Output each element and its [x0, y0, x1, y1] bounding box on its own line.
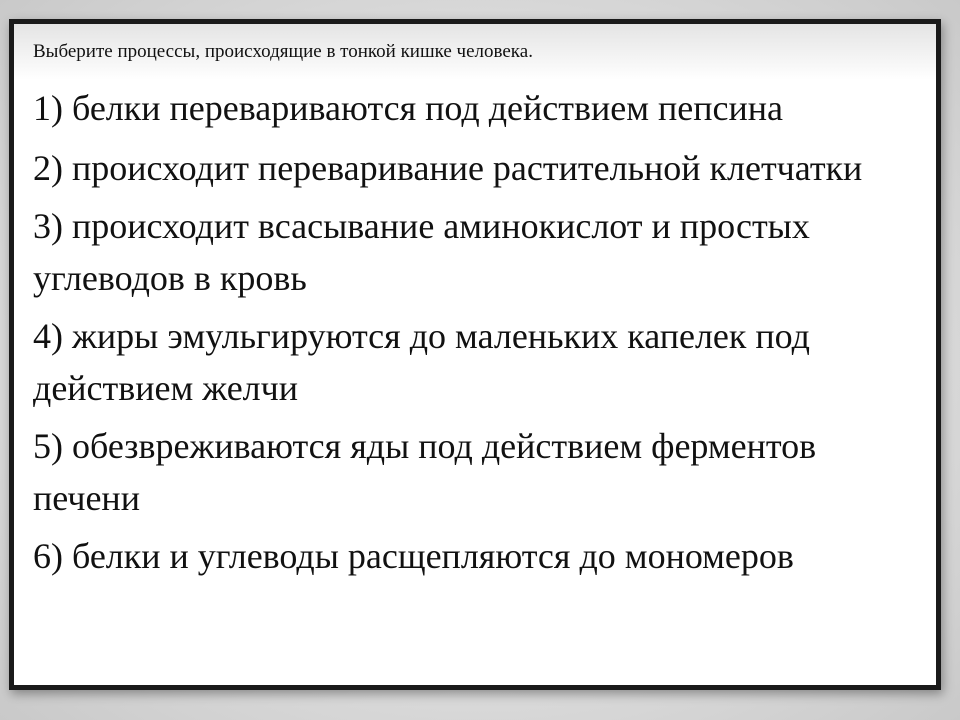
answer-options-list [33, 82, 923, 588]
answer-option-3: 3) происходит всасывание аминокислот и простых углеводов в кровь [33, 206, 810, 298]
answer-option-1: 1) белки перевариваются под действием пепсина [33, 88, 783, 128]
answer-option-2: 2) происходит переваривание растительной клетчатки [33, 148, 863, 188]
question-card [9, 19, 941, 690]
answer-option-4: 4) жиры эмульгируются до маленьких капелек под действием желчи [33, 316, 810, 408]
question-text: Выберите процессы, происходящие в тонкой кишке человека. [33, 41, 533, 62]
answer-option-6: 6) белки и углеводы расщепляются до мономеров [33, 536, 794, 576]
answer-option-5: 5) обезвреживаются яды под действием ферментов печени [33, 426, 817, 518]
